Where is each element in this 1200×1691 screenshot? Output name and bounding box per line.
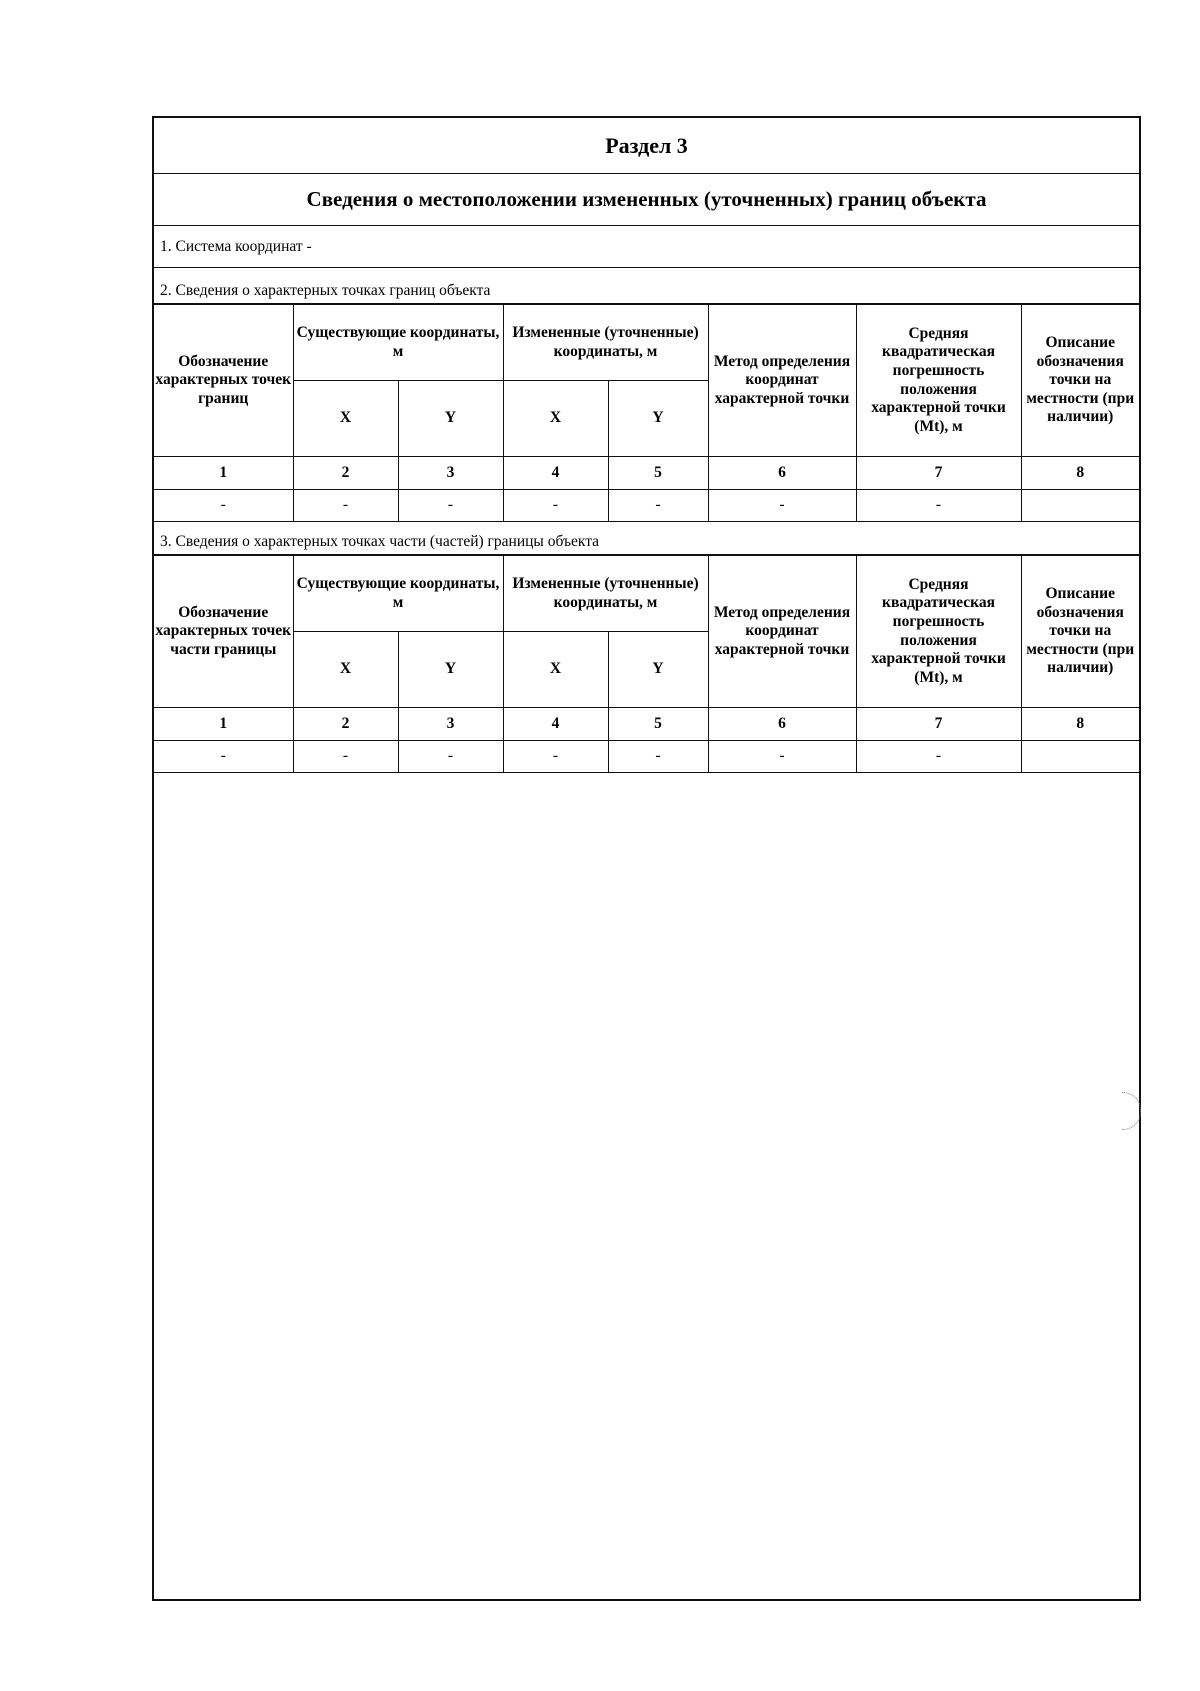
table1-x2-header: X [503, 381, 608, 457]
table1-y-header: Y [398, 381, 503, 457]
table2-col-number: 6 [708, 708, 856, 741]
table1-y2-header: Y [608, 381, 708, 457]
table1-description-header: Описание обозначения точки на местности (при наличии) [1021, 305, 1139, 457]
table1-cell: - [398, 490, 503, 522]
table2-existing-coords-header: Существующие координаты, м [293, 556, 503, 632]
table1-cell: - [503, 490, 608, 522]
table2-x2-header: X [503, 632, 608, 708]
table1-col1-header: Обозначение характерных точек границ [154, 305, 293, 457]
document-title: Сведения о местоположении измененных (уточненных) границ объекта [154, 174, 1139, 226]
table1-error-header: Средняя квадратическая погрешность положения характерной точки (Mt), м [856, 305, 1021, 457]
table1-col-number: 3 [398, 457, 503, 490]
table2-cell: - [608, 741, 708, 773]
table1-cell: - [154, 490, 293, 522]
table2-x-header: X [293, 632, 398, 708]
table1-cell [1021, 490, 1139, 522]
table2-col-number: 1 [154, 708, 293, 741]
table2-description-header: Описание обозначения точки на местности (при наличии) [1021, 556, 1139, 708]
boundary-points-table [154, 304, 1139, 522]
table2-cell [1021, 741, 1139, 773]
table2-changed-coords-header: Измененные (уточненные) координаты, м [503, 556, 708, 632]
table2-cell: - [398, 741, 503, 773]
part-boundary-points-table [154, 555, 1139, 773]
table1-col-number: 4 [503, 457, 608, 490]
table1-x-header: X [293, 381, 398, 457]
table1-cell: - [708, 490, 856, 522]
table2-number-row [154, 708, 1139, 741]
table2-y2-header: Y [608, 632, 708, 708]
section3-heading: 3. Сведения о характерных точках части (частей) границы объекта [154, 521, 1139, 555]
table2-method-header: Метод определения координат характерной точки [708, 556, 856, 708]
table1-cell: - [608, 490, 708, 522]
table2-col1-header: Обозначение характерных точек части границы [154, 556, 293, 708]
table1-col-number: 2 [293, 457, 398, 490]
table1-number-row [154, 457, 1139, 490]
table1-cell: - [293, 490, 398, 522]
table1-existing-coords-header: Существующие координаты, м [293, 305, 503, 381]
table2-col-number: 5 [608, 708, 708, 741]
table2-cell: - [708, 741, 856, 773]
table1-cell: - [856, 490, 1021, 522]
table1-col-number: 7 [856, 457, 1021, 490]
document-frame [152, 116, 1141, 1601]
section2-heading: 2. Сведения о характерных точках границ объекта [154, 268, 1139, 304]
table2-cell: - [293, 741, 398, 773]
table1-method-header: Метод определения координат характерной точки [708, 305, 856, 457]
table1-col-number: 5 [608, 457, 708, 490]
table2-col-number: 4 [503, 708, 608, 741]
table1-col-number: 6 [708, 457, 856, 490]
table2-col-number: 3 [398, 708, 503, 741]
table2-y-header: Y [398, 632, 503, 708]
table2-col-number: 7 [856, 708, 1021, 741]
table2-col-number: 8 [1021, 708, 1139, 741]
table1-col-number: 1 [154, 457, 293, 490]
coordinate-system-line: 1. Система координат - [154, 226, 1139, 268]
table-row [154, 741, 1139, 773]
table2-error-header: Средняя квадратическая погрешность положения характерной точки (Mt), м [856, 556, 1021, 708]
table2-cell: - [503, 741, 608, 773]
table-row [154, 490, 1139, 522]
table1-col-number: 8 [1021, 457, 1139, 490]
table2-col-number: 2 [293, 708, 398, 741]
table2-cell: - [154, 741, 293, 773]
table1-changed-coords-header: Измененные (уточненные) координаты, м [503, 305, 708, 381]
table2-cell: - [856, 741, 1021, 773]
section-title: Раздел 3 [154, 118, 1139, 174]
